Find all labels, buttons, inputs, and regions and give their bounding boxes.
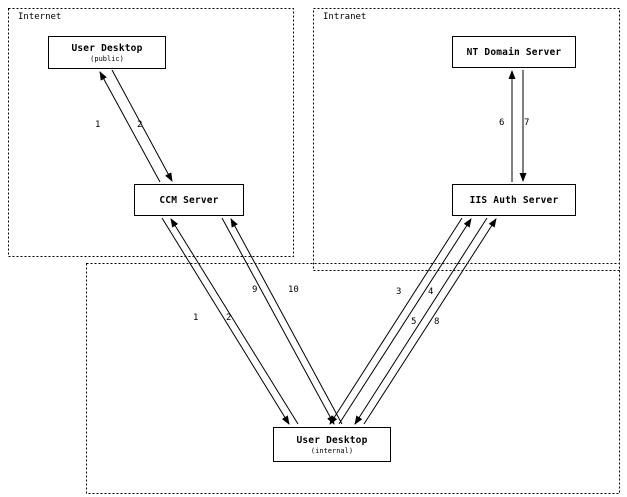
edge-label-3: 3 xyxy=(396,287,402,297)
node-title: NT Domain Server xyxy=(466,46,562,58)
node-subtitle: (public) xyxy=(90,54,124,63)
node-title: CCM Server xyxy=(159,194,219,206)
edge-label-1-public: 1 xyxy=(95,120,101,130)
edge-label-10: 10 xyxy=(288,285,299,295)
edge-internal-desktop-to-ccm-b xyxy=(231,219,342,424)
node-iis-auth-server[interactable] xyxy=(452,184,576,216)
edge-label-9: 9 xyxy=(252,285,258,295)
node-user-desktop-internal[interactable] xyxy=(273,427,391,462)
edge-internal-desktop-to-ccm-a xyxy=(171,219,298,424)
edge-iis-to-internal-desktop-a xyxy=(330,218,462,424)
edge-label-5: 5 xyxy=(411,317,417,327)
edge-ccm-to-public-desktop xyxy=(100,72,160,182)
zone-label-internet: Internet xyxy=(18,12,62,22)
node-title: User Desktop xyxy=(71,42,143,54)
edge-label-1-internal: 1 xyxy=(193,313,199,323)
zone-label-intranet: Intranet xyxy=(323,12,367,22)
edge-label-4: 4 xyxy=(428,287,434,297)
edge-label-8: 8 xyxy=(434,317,440,327)
edge-label-6: 6 xyxy=(499,118,505,128)
node-subtitle: (internal) xyxy=(310,446,354,455)
edge-label-2-public: 2 xyxy=(137,120,143,130)
edge-internal-desktop-to-iis-a xyxy=(339,219,471,424)
node-ccm-server[interactable] xyxy=(134,184,244,216)
node-title: IIS Auth Server xyxy=(469,194,559,206)
edge-label-2-internal: 2 xyxy=(226,313,232,323)
edge-label-7: 7 xyxy=(524,118,530,128)
node-user-desktop-public[interactable] xyxy=(48,36,166,69)
node-title: User Desktop xyxy=(296,434,368,446)
edge-ccm-to-internal-desktop-b xyxy=(222,218,334,424)
edge-internal-desktop-to-iis-b xyxy=(364,219,496,424)
edge-iis-to-internal-desktop-b xyxy=(355,218,487,424)
node-nt-domain-server[interactable] xyxy=(452,36,576,68)
